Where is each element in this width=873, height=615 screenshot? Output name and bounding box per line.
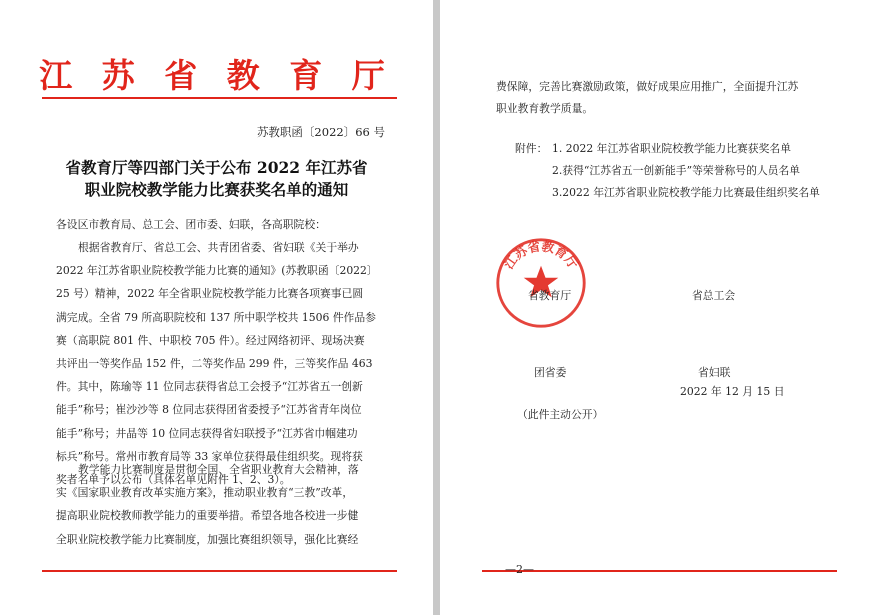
red-rule-bottom-right <box>482 570 837 572</box>
signatory-womens-federation: 省妇联 <box>698 366 731 379</box>
paragraph-2-line: 全职业院校教学能力比赛制度，加强比赛组织领导，强化比赛经 <box>56 532 359 546</box>
continuation-line: 费保障，完善比赛激励政策，做好成果应用推广，全面提升江苏 <box>496 80 799 93</box>
red-rule-top <box>42 97 397 99</box>
title-line-2: 职业院校教学能力比赛获奖名单的通知 <box>84 180 349 199</box>
paragraph-1-line: 件。其中，陈瑜等 11 位同志获得省总工会授予“江苏省五一创新 <box>56 380 363 394</box>
signatory-union: 省总工会 <box>692 289 736 302</box>
red-rule-bottom <box>42 570 397 572</box>
paragraph-1-line: 能手”称号；井晶等 10 位同志获得省妇联授予“江苏省巾帼建功 <box>56 426 358 440</box>
signatory-edu-dept: 省教育厅 <box>528 289 572 302</box>
paragraph-1-line: 赛（高职院 801 件、中职校 705 件）。经过网络初评、现场决赛 <box>56 333 365 347</box>
salutation: 各设区市教育局、总工会、团市委、妇联，各高职院校： <box>56 218 326 231</box>
paragraph-2-line: 提高职业院校教师教学能力的重要举措。希望各地各校进一步健 <box>56 509 359 523</box>
paragraph-1-line: 满完成。全省 79 所高职院校和 137 所中职学校共 1506 件作品参 <box>56 310 376 324</box>
attachment-line: 3.2022 年江苏省职业院校教学能力比赛最佳组织奖名单 <box>552 186 820 199</box>
page-number: —2— <box>505 563 534 576</box>
disclosure-note: （此件主动公开） <box>517 408 604 421</box>
date: 2022 年 12 月 15 日 <box>680 385 785 398</box>
paragraph-1-line: 根据省教育厅、省总工会、共青团省委、省妇联《关于举办 <box>78 241 359 254</box>
signatory-youth-league: 团省委 <box>534 366 567 379</box>
official-seal-icon <box>493 235 589 331</box>
paragraph-1-line: 共评出一等奖作品 152 件，二等奖作品 299 件，三等奖作品 463 <box>56 357 373 370</box>
attachments-label: 附件： <box>515 142 548 155</box>
continuation-line: 职业教育教学质量。 <box>496 102 594 115</box>
title-line-1: 省教育厅等四部门关于公布 2022 年江苏省 <box>65 158 368 177</box>
attachment-line: 2.获得“江苏省五一创新能手”等荣誉称号的人员名单 <box>552 164 801 177</box>
document-page-right <box>440 0 873 615</box>
document-number: 苏教职函〔2022〕66 号 <box>256 125 385 139</box>
attachment-line: 1. 2022 年江苏省职业院校教学能力比赛获奖名单 <box>552 142 791 155</box>
seal-text: 江苏省教育厅 <box>500 238 582 272</box>
document-page-left <box>0 0 433 615</box>
paragraph-1-line: 25 号）精神，2022 年全省职业院校教学能力比赛各项赛事已圆 <box>56 287 364 301</box>
paragraph-1-line: 奖者名单予以公布（具体名单见附件 1、2、3）。 <box>56 473 291 486</box>
letterhead: 江 苏 省 教 育 厅 <box>39 56 394 95</box>
paragraph-1-line: 标兵”称号。常州市教育局等 33 家单位获得最佳组织奖。现将获 <box>56 449 363 463</box>
paragraph-2-line: 实《国家职业教育改革实施方案》，推动职业教育“三教”改革， <box>56 486 354 500</box>
paragraph-1-line: 2022 年江苏省职业院校教学能力比赛的通知》(苏教职函〔2022〕 <box>56 264 378 278</box>
paragraph-1-line: 能手”称号；崔沙沙等 8 位同志获得团省委授予“江苏省青年岗位 <box>56 403 362 417</box>
paragraph-2-line: 教学能力比赛制度是贯彻全国、全省职业教育大会精神，落 <box>78 463 359 476</box>
